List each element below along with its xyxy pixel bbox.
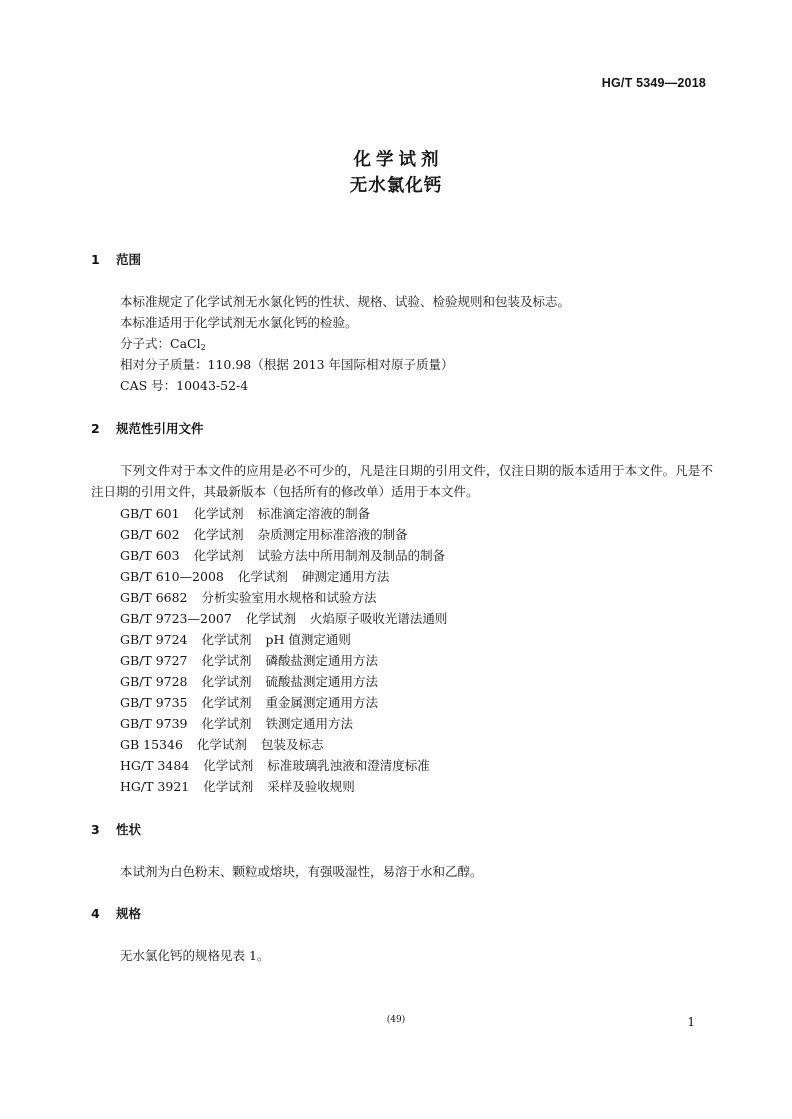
scope-paragraph-2: 本标准适用于化学试剂无水氯化钙的检验。 [120,315,358,330]
reference-code: HG/T 3484 [120,758,190,773]
reference-category: 化学试剂 [203,779,254,794]
reference-item [120,588,377,606]
section-heading-properties [91,820,141,838]
reference-category: 化学试剂 [245,611,296,626]
reference-category: 化学试剂 [237,569,288,584]
scope-cas-number: CAS 号：10043-52-4 [120,378,249,393]
reference-item [120,651,378,669]
section-title: 范围 [116,252,142,267]
document-title-line2: 无水氯化钙 [349,176,443,196]
formula-main: CaCl [170,336,201,351]
section-title: 规格 [116,906,142,921]
scope-molecular-mass: 相对分子质量：110.98（根据 2013 年国际相对原子质量） [120,357,454,372]
reference-item [120,609,447,627]
reference-item [120,735,323,753]
reference-code: GB/T 9723—2007 [120,611,232,626]
reference-category: 化学试剂 [203,758,254,773]
reference-item [120,567,389,585]
reference-title: 包装及标志 [260,737,324,752]
reference-category: 化学试剂 [201,674,252,689]
reference-title: pH 值测定通则 [265,632,351,647]
reference-code: GB/T 9728 [120,674,188,689]
section-title: 性状 [116,822,142,837]
reference-code: GB/T 9727 [120,653,188,668]
reference-code: GB/T 610—2008 [120,569,224,584]
section-number: 2 [91,421,100,436]
reference-title: 重金属测定通用方法 [265,695,379,710]
reference-code: GB/T 9735 [120,695,188,710]
scope-paragraph-1: 本标准规定了化学试剂无水氯化钙的性状、规格、试验、检验规则和包装及标志。 [120,294,571,309]
reference-item [120,672,378,690]
reference-title: 采样及验收规则 [267,779,355,794]
reference-item [120,525,408,543]
reference-code: GB 15346 [120,737,183,752]
reference-code: GB/T 6682 [120,590,188,605]
properties-text: 本试剂为白色粉末、颗粒或熔块，有强吸湿性，易溶于水和乙醇。 [120,864,483,879]
formula-label: 分子式： [120,336,171,351]
standard-code: HG/T 5349—2018 [601,76,706,90]
reference-code: GB/T 601 [120,506,180,521]
reference-code: GB/T 602 [120,527,180,542]
reference-title: 硫酸盐测定通用方法 [265,674,379,689]
reference-title: 铁测定通用方法 [265,716,354,731]
reference-title: 标准滴定溶液的制备 [257,506,371,521]
reference-title: 分析实验室用水规格和试验方法 [201,590,377,605]
document-title-line1: 化学试剂 [353,150,444,170]
reference-item [120,714,353,732]
reference-code: GB/T 603 [120,548,180,563]
reference-title: 杂质测定用标准溶液的制备 [257,527,408,542]
reference-item [120,693,378,711]
section-heading-scope [91,250,141,268]
reference-category: 化学试剂 [201,716,252,731]
reference-category: 化学试剂 [196,737,247,752]
section-heading-references [91,419,204,437]
reference-item [120,756,430,774]
footer-bracket-page: (49) [386,1015,406,1025]
reference-category: 化学试剂 [193,548,244,563]
reference-category: 化学试剂 [201,653,252,668]
section-title: 规范性引用文件 [116,421,204,436]
reference-title: 磷酸盐测定通用方法 [265,653,379,668]
scope-formula [120,334,206,352]
formula-subscript: 2 [200,343,206,352]
reference-title: 标准玻璃乳浊液和澄清度标准 [267,758,430,773]
reference-item [120,777,355,795]
reference-code: HG/T 3921 [120,779,190,794]
specifications-text: 无水氯化钙的规格见表 1。 [120,948,270,963]
section-number: 3 [91,822,100,837]
reference-item [120,630,351,648]
section-number: 4 [91,906,100,921]
reference-title: 砷测定通用方法 [301,569,390,584]
section-number: 1 [91,252,100,267]
reference-title: 火焰原子吸收光谱法通则 [309,611,448,626]
reference-code: GB/T 9724 [120,632,188,647]
section-heading-specifications [91,904,141,922]
reference-category: 化学试剂 [201,695,252,710]
reference-item [120,504,370,522]
footer-page-number: 1 [687,1015,695,1029]
reference-category: 化学试剂 [201,632,252,647]
references-intro: 下列文件对于本文件的应用是必不可少的，凡是注日期的引用文件，仅注日期的版本适用于本文件。凡是不注日期的引用文件，其最新版本（包括所有的修改单）适用于本文件。 [91,463,713,499]
reference-category: 化学试剂 [193,506,244,521]
reference-title: 试验方法中所用制剂及制品的制备 [257,548,446,563]
reference-code: GB/T 9739 [120,716,188,731]
reference-category: 化学试剂 [193,527,244,542]
reference-item [120,546,445,564]
